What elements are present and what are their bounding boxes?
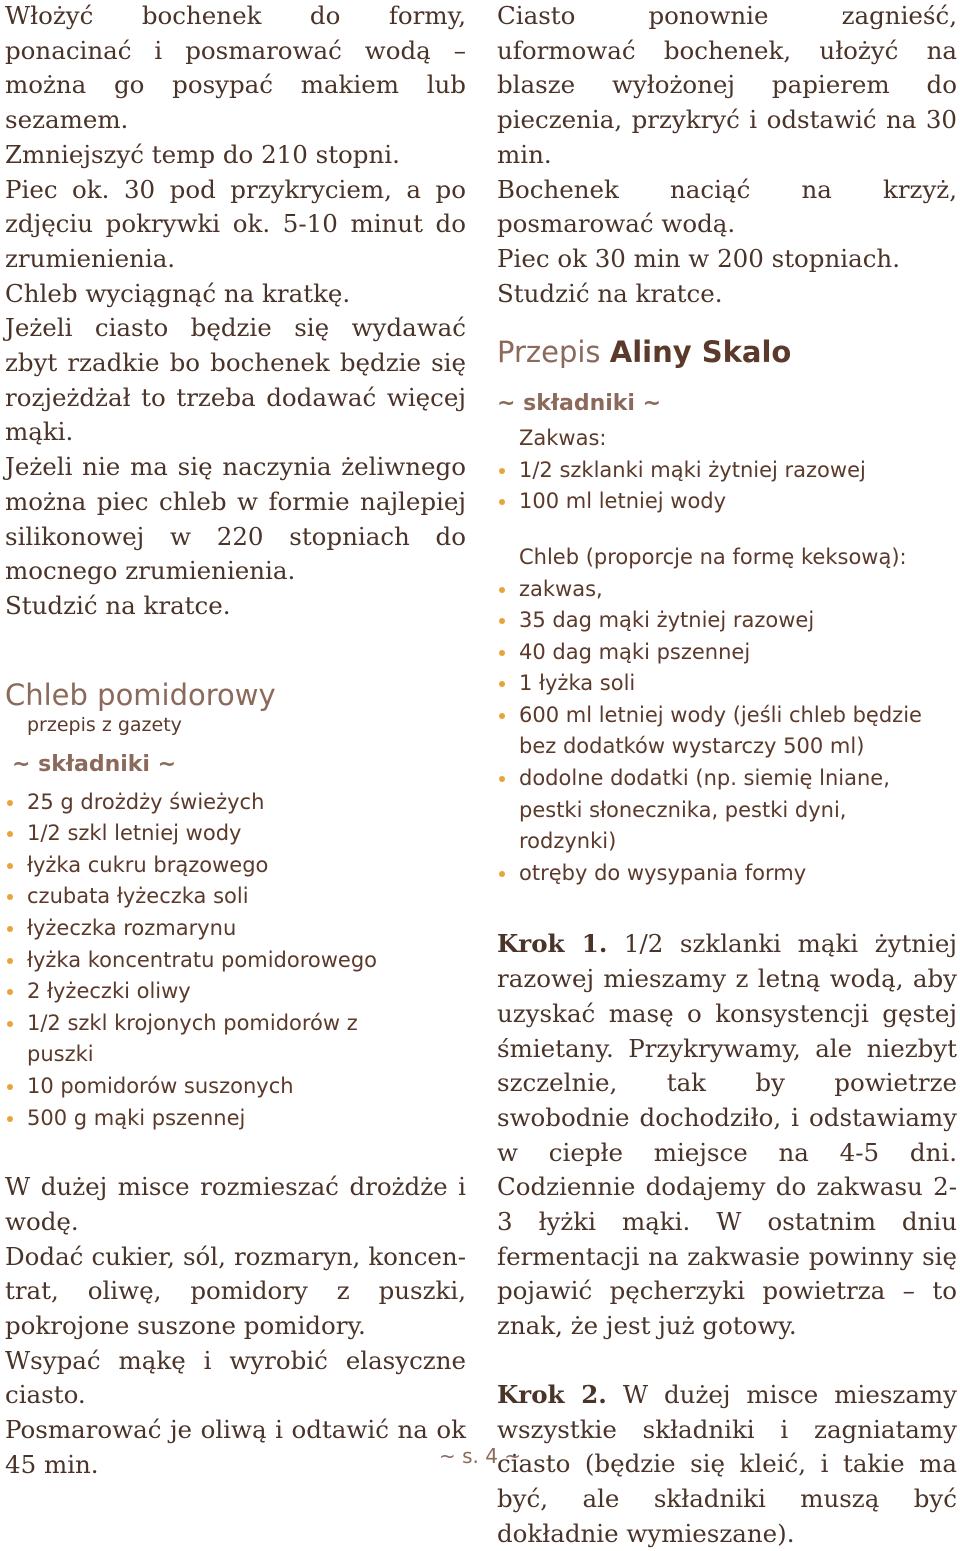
- list-item: 2 łyżeczki oliwy: [5, 976, 466, 1008]
- ingredients-list: [5, 787, 466, 1135]
- left-steps: [5, 1170, 466, 1482]
- step-paragraph: Wsypać mąkę i wyrobić elasyczne ciasto.: [5, 1345, 466, 1410]
- list-item: łyżka cukru brązowego: [5, 850, 466, 882]
- list-item: 1/2 szklanki mąki żytniej razowej: [497, 455, 957, 487]
- recipe-title: Chleb pomidorowy: [5, 677, 276, 712]
- instruction-paragraph: Jeżeli nie ma się naczynia żeliwnego można piec chleb w formie najlepiej silikonowej w 220 stopniach do mocnego zrumienienia.: [5, 452, 466, 586]
- list-item: czubata łyżeczka soli: [5, 881, 466, 913]
- page-number: ~ s. 4 ~: [438, 1444, 522, 1468]
- starter-label: Zakwas:: [519, 426, 607, 451]
- recipe-title: [497, 335, 957, 369]
- bread-label: Chleb (proporcje na formę keksową):: [519, 545, 907, 570]
- recipe-subtitle: przepis z gazety: [27, 713, 182, 736]
- list-item: 1 łyżka soli: [497, 668, 957, 700]
- list-item: 100 ml letniej wody: [497, 486, 957, 518]
- list-item: 25 g drożdży świeżych: [5, 787, 466, 819]
- recipe-author: Aliny Skalo: [609, 335, 792, 370]
- list-item: łyżka koncentratu pomidorowego: [5, 945, 466, 977]
- right-column: [497, 0, 957, 1551]
- ingredients-heading: ~ składniki ~: [497, 391, 662, 417]
- list-item: łyżeczka rozmarynu: [5, 913, 466, 945]
- instruction-paragraph: Zmniejszyć temp do 210 stopni.: [5, 139, 400, 169]
- step-text: W dużej misce mieszamy wszystkie składniki i zagniatamy ciasto (będzie się kleić, i takie ma być, ale składniki muszą być dokładnie wymieszane).: [497, 1379, 957, 1548]
- list-item: 500 g mąki pszennej: [5, 1103, 466, 1135]
- ingredients-heading: ~ składniki ~: [12, 751, 177, 777]
- step-paragraph: [497, 927, 957, 1343]
- instruction-paragraph: Chleb wyciągnąć na kratkę.: [5, 278, 351, 308]
- step-paragraph: W dużej misce rozmieszać drożdże i wodę.: [5, 1172, 466, 1236]
- starter-list: [497, 455, 957, 518]
- instruction-paragraph: Piec ok 30 min w 200 stopniach.: [497, 243, 900, 273]
- list-item: 40 dag mąki pszennej: [497, 637, 957, 669]
- bread-ingredients-list: [497, 574, 957, 890]
- left-column: [5, 0, 466, 1483]
- list-item: 1/2 szkl letniej wody: [5, 818, 466, 850]
- instruction-paragraph: Studzić na kratce.: [497, 278, 723, 308]
- list-item: 10 pomidorów suszonych: [5, 1071, 466, 1103]
- instruction-paragraph: Studzić na kratce.: [5, 590, 231, 620]
- left-instructions: [5, 0, 466, 624]
- list-item: 1/2 szkl krojonych pomidorów z puszki: [5, 1008, 466, 1071]
- list-item: 600 ml letniej wody (jeśli chleb będzie bez dodatków wystarczy 500 ml): [497, 700, 957, 763]
- instruction-paragraph: Jeżeli ciasto będzie się wydawać zbyt rzadkie bo bochenek będzie się rozjeżdżał to trzeba dodawać więcej mąki.: [5, 313, 466, 447]
- instruction-paragraph: Bochenek naciąć na krzyż, posmarować wodą.: [497, 174, 957, 239]
- list-item: 35 dag mąki żytniej razowej: [497, 605, 957, 637]
- recipe-title-prefix: Przepis: [497, 335, 601, 370]
- list-item: dodolne dodatki (np. siemię lniane, pestki słonecznika, pestki dyni, rodzynki): [497, 763, 957, 858]
- step-paragraph: Dodać cukier, sól, rozmaryn, koncentrat, oliwę, pomidory z puszki, pokrojone suszone pomidory.: [5, 1241, 466, 1340]
- list-item: otręby do wysypania formy: [497, 858, 957, 890]
- step-paragraph: Posmarować je oliwą i odtawić na ok 45 min.: [5, 1415, 466, 1479]
- instruction-paragraph: Piec ok. 30 pod przykryciem, a po zdjęciu pokrywki ok. 5-10 minut do zrumienienia.: [5, 174, 466, 273]
- list-item: zakwas,: [497, 574, 957, 606]
- step-1: [497, 927, 957, 1343]
- step-text: 1/2 szklanki mąki żytniej razowej mieszamy z letną wodą, aby uzyskać masę o konsystencji gęstej śmietany. Przykrywamy, ale niezbyt szczelnie, tak by powietrze swobodnie dochodziło, i odstawiamy w ciepłe miejsce na 4-5 dni. Codziennie dodajemy do zakwasu 2-3 łyżki mąki. W ostatnim dniu fermentacji na zakwasie powinny się pojawić pęcherzyki powietrza – to znak, że jest już gotowy.: [497, 929, 958, 1341]
- step-label: Krok 1.: [497, 929, 608, 959]
- step-label: Krok 2.: [497, 1379, 607, 1409]
- instruction-paragraph: Ciasto ponownie zagnieść, uformować bochenek, ułożyć na blasze wyłożonej papierem do pieczenia, przykryć i odstawić na 30 min.: [497, 1, 957, 169]
- instruction-paragraph: Włożyć bochenek do formy, ponacinać i posmarować wodą – można go posypać makiem lub sezamem.: [5, 1, 466, 135]
- right-instructions: [497, 0, 957, 311]
